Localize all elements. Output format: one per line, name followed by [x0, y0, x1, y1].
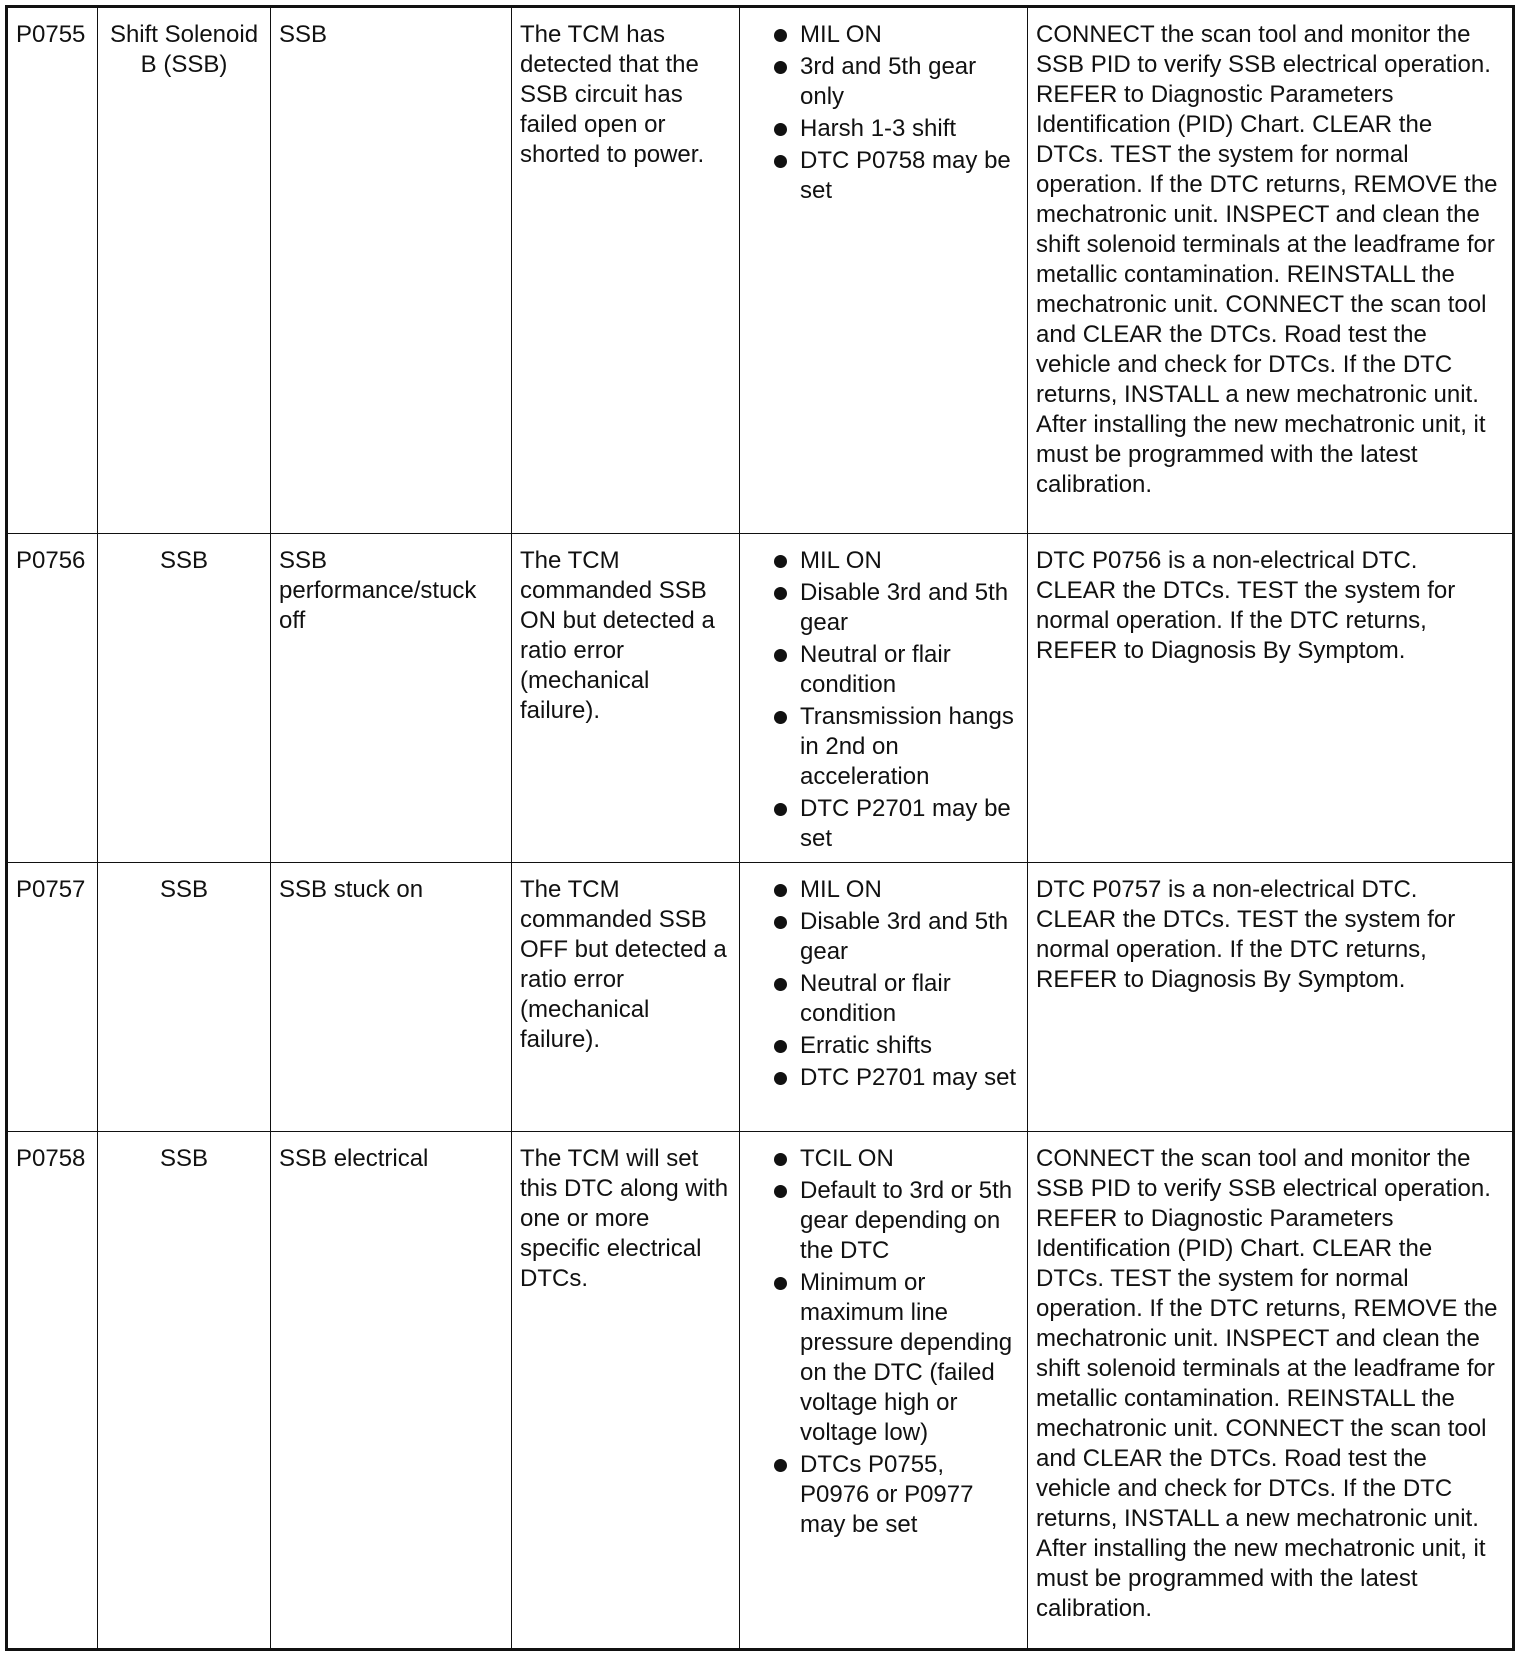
symptom-text: Harsh 1-3 shift [800, 115, 957, 142]
description-cell: SSB stuck on [271, 863, 512, 1132]
symptom-text: TCIL ON [800, 1145, 894, 1172]
bullet-icon [774, 1185, 787, 1198]
action-cell: DTC P0757 is a non-electrical DTC. CLEAR the DTCs. TEST the system for normal operation. If the DTC returns, REFER to Diagnosis By Symptom. [1028, 863, 1514, 1132]
description-cell: SSB performance/stuck off [271, 534, 512, 863]
bullet-icon [774, 1072, 787, 1085]
condition-cell: The TCM commanded SSB OFF but detected a ratio error (mechanical failure). [512, 863, 740, 1132]
symptom-text: DTC P2701 may set [800, 1064, 1017, 1091]
description-cell: SSB electrical [271, 1132, 512, 1650]
bullet-icon [774, 155, 787, 168]
bullet-icon [774, 1277, 787, 1290]
bullet-icon [774, 587, 787, 600]
table-row [7, 863, 1514, 1132]
table-row [7, 534, 1514, 863]
action-cell: DTC P0756 is a non-electrical DTC. CLEAR the DTCs. TEST the system for normal operation. If the DTC returns, REFER to Diagnosis By Symptom. [1028, 534, 1514, 863]
symptom-item [748, 114, 1019, 144]
symptoms-cell [740, 7, 1028, 534]
symptom-text: MIL ON [800, 876, 882, 903]
symptom-list [748, 875, 1019, 1093]
dtc-code: P0756 [7, 534, 98, 863]
symptom-text: MIL ON [800, 21, 882, 48]
symptom-item [748, 1144, 1019, 1174]
component-cell: Shift Solenoid B (SSB) [98, 7, 271, 534]
symptoms-cell [740, 1132, 1028, 1650]
symptom-item [748, 969, 1019, 1029]
condition-cell: The TCM commanded SSB ON but detected a ratio error (mechanical failure). [512, 534, 740, 863]
dtc-code: P0758 [7, 1132, 98, 1650]
symptom-text: MIL ON [800, 547, 882, 574]
symptom-text: 3rd and 5th gear only [800, 53, 977, 110]
bullet-icon [774, 555, 787, 568]
bullet-icon [774, 29, 787, 42]
bullet-icon [774, 803, 787, 816]
symptom-list [748, 546, 1019, 854]
symptom-item [748, 52, 1019, 112]
symptom-text: Neutral or flair condition [800, 970, 951, 1027]
symptom-text: Minimum or maximum line pressure depending on the DTC (failed voltage high or voltage low) [800, 1269, 1013, 1446]
symptom-item [748, 1268, 1019, 1448]
symptom-text: DTC P0758 may be set [800, 147, 1011, 204]
symptom-item [748, 546, 1019, 576]
dtc-table [5, 5, 1515, 1651]
symptom-text: Default to 3rd or 5th gear depending on the DTC [800, 1177, 1013, 1264]
symptom-item [748, 1063, 1019, 1093]
component-cell: SSB [98, 1132, 271, 1650]
symptom-item [748, 875, 1019, 905]
symptom-text: Disable 3rd and 5th gear [800, 579, 1009, 636]
bullet-icon [774, 978, 787, 991]
symptom-text: Disable 3rd and 5th gear [800, 908, 1009, 965]
table-row [7, 7, 1514, 534]
action-cell: CONNECT the scan tool and monitor the SSB PID to verify SSB electrical operation. REFER to Diagnostic Parameters Identification (PID) Chart. CLEAR the DTCs. TEST the system for normal operation. If the DTC returns, REMOVE the mechatronic unit. INSPECT and clean the shift solenoid terminals at the leadframe for metallic contamination. REINSTALL the mechatronic unit. CONNECT the scan tool and CLEAR the DTCs. Road test the vehicle and check for DTCs. If the DTC returns, INSTALL a new mechatronic unit. After installing the new mechatronic unit, it must be programmed with the latest calibration. [1028, 1132, 1514, 1650]
symptom-item [748, 1176, 1019, 1266]
condition-cell: The TCM will set this DTC along with one or more specific electrical DTCs. [512, 1132, 740, 1650]
component-cell: SSB [98, 863, 271, 1132]
symptom-item [748, 907, 1019, 967]
condition-cell: The TCM has detected that the SSB circuit has failed open or shorted to power. [512, 7, 740, 534]
bullet-icon [774, 1459, 787, 1472]
bullet-icon [774, 649, 787, 662]
dtc-code: P0755 [7, 7, 98, 534]
symptom-item [748, 640, 1019, 700]
symptom-text: DTCs P0755, P0976 or P0977 may be set [800, 1451, 974, 1538]
symptom-item [748, 146, 1019, 206]
table-row [7, 1132, 1514, 1650]
symptom-list [748, 1144, 1019, 1540]
bullet-icon [774, 1153, 787, 1166]
symptom-list [748, 20, 1019, 206]
symptom-item [748, 20, 1019, 50]
symptom-item [748, 1450, 1019, 1540]
symptom-item [748, 702, 1019, 792]
bullet-icon [774, 711, 787, 724]
bullet-icon [774, 61, 787, 74]
bullet-icon [774, 916, 787, 929]
symptoms-cell [740, 863, 1028, 1132]
component-cell: SSB [98, 534, 271, 863]
action-cell: CONNECT the scan tool and monitor the SSB PID to verify SSB electrical operation. REFER to Diagnostic Parameters Identification (PID) Chart. CLEAR the DTCs. TEST the system for normal operation. If the DTC returns, REMOVE the mechatronic unit. INSPECT and clean the shift solenoid terminals at the leadframe for metallic contamination. REINSTALL the mechatronic unit. CONNECT the scan tool and CLEAR the DTCs. Road test the vehicle and check for DTCs. If the DTC returns, INSTALL a new mechatronic unit. After installing the new mechatronic unit, it must be programmed with the latest calibration. [1028, 7, 1514, 534]
symptom-item [748, 1031, 1019, 1061]
symptom-text: Neutral or flair condition [800, 641, 951, 698]
bullet-icon [774, 1040, 787, 1053]
symptom-text: DTC P2701 may be set [800, 795, 1011, 852]
symptom-text: Transmission hangs in 2nd on acceleration [800, 703, 1014, 790]
symptom-item [748, 794, 1019, 854]
dtc-code: P0757 [7, 863, 98, 1132]
symptom-text: Erratic shifts [800, 1032, 933, 1059]
description-cell: SSB [271, 7, 512, 534]
symptoms-cell [740, 534, 1028, 863]
symptom-item [748, 578, 1019, 638]
bullet-icon [774, 123, 787, 136]
bullet-icon [774, 884, 787, 897]
